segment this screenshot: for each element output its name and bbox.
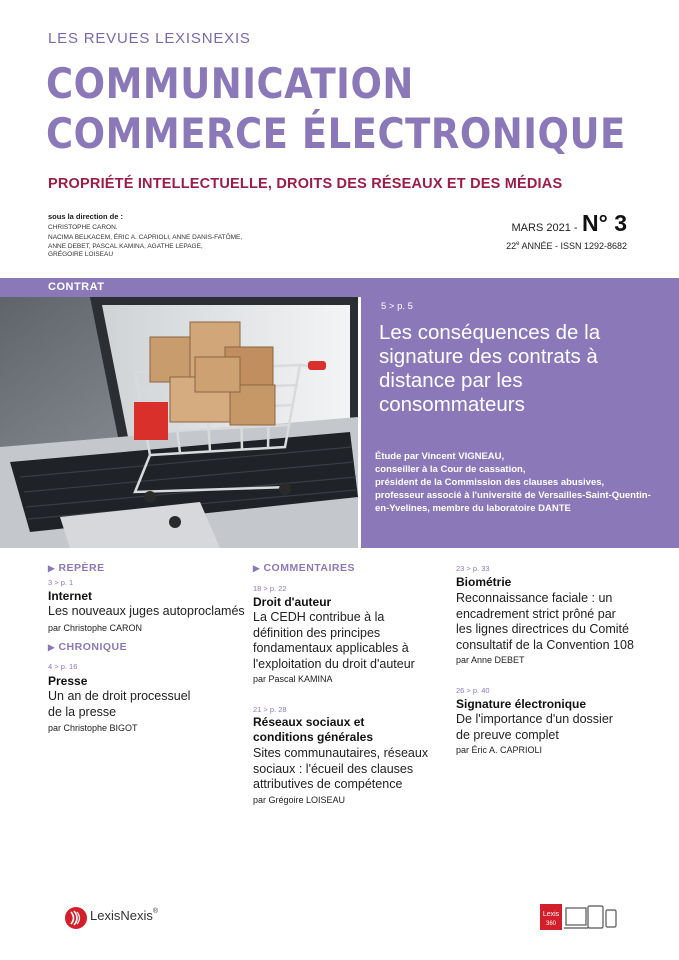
commentaire-1-ref: 18 > p. 22 (253, 584, 287, 593)
journal-title-line-2: COMMERCE ÉLECTRONIQUE (46, 110, 626, 159)
repere-label (48, 562, 105, 574)
issue-year-issn (506, 241, 627, 251)
series-name: LES REVUES LEXISNEXIS (48, 30, 251, 47)
text-line: attributives de compétence (253, 777, 403, 792)
triangle-right-icon: ▶ (48, 563, 56, 573)
publisher-name-text: LexisNexis (90, 908, 153, 923)
commentaire-3-text[interactable] (456, 591, 666, 653)
text-line: Sites communautaires, réseaux (253, 746, 429, 760)
commentaire-3-topic: Biométrie (456, 575, 512, 589)
feature-ref: 5 > p. 5 (381, 301, 413, 312)
author-line: Étude par Vincent VIGNEAU, (375, 451, 505, 462)
triangle-right-icon: ▶ (48, 642, 56, 652)
year-superscript: e (516, 241, 520, 247)
trademark-symbol: ® (152, 908, 159, 915)
text-line: De l'importance d'un dossier (456, 712, 613, 726)
commentaire-2-author: par Grégoire LOISEAU (253, 795, 346, 805)
chronique-topic: Presse (48, 674, 88, 688)
text-line: les lignes directrices du Comité (456, 622, 629, 637)
text-line: fondamentaux applicables à (253, 641, 409, 656)
text-line: consultatif de la Convention 108 (456, 637, 634, 652)
feature-author (375, 450, 665, 515)
author-line: président de la Commission des clauses abusives, (375, 477, 605, 488)
author-line: en-Yvelines, membre du laboratoire DANTE (375, 503, 571, 514)
topic-line: Réseaux sociaux et (253, 715, 365, 729)
badge-line-2: 360 (545, 921, 557, 927)
repere-label-text: REPÈRE (58, 562, 105, 574)
repere-topic: Internet (48, 589, 93, 603)
commentaire-4-text[interactable] (456, 712, 666, 743)
text-line: l'exploitation du droit d'auteur (253, 656, 415, 671)
repere-ref: 3 > p. 1 (48, 578, 74, 587)
publisher-name (90, 908, 158, 923)
commentaires-label-text: COMMENTAIRES (263, 562, 356, 574)
commentaire-1-topic: Droit d'auteur (253, 595, 332, 609)
topic-line: conditions générales (253, 730, 374, 744)
commentaire-3-author: par Anne DEBET (456, 655, 525, 665)
text-line: de preuve complet (456, 727, 559, 742)
issue-number: N° 3 (582, 210, 627, 236)
commentaire-3-ref: 23 > p. 33 (456, 564, 490, 573)
year-number: 22 (506, 241, 517, 251)
commentaire-4-topic: Signature électronique (456, 697, 587, 711)
commentaire-2-ref: 21 > p. 28 (253, 705, 287, 714)
shopping-cart-laptop-image (0, 297, 358, 548)
issue-info (512, 210, 627, 237)
year-issn-text: ANNÉE - ISSN 1292-8682 (519, 241, 627, 251)
direction-line: ANNE DEBET, PASCAL KAMINA, AGATHE LEPAGE, (48, 242, 203, 250)
direction-line: NACIMA BELKACEM, ÉRIC A. CAPRIOLI, ANNE DANIS-FATÔME, (48, 234, 243, 242)
lexis360-badge (540, 902, 632, 937)
feature-title[interactable]: Les conséquences de la signature des contrats à distance par les consommateurs (379, 321, 601, 416)
direction-list (48, 224, 258, 260)
commentaire-1-text[interactable] (253, 610, 448, 672)
issue-date: MARS 2021 - (511, 222, 578, 234)
author-line: conseiller à la Cour de cassation, (375, 464, 526, 475)
text-line: Un an de droit processuel (48, 689, 191, 703)
text-line: de la presse (48, 704, 117, 719)
commentaire-2-topic (253, 715, 373, 745)
commentaire-1-author: par Pascal KAMINA (253, 674, 333, 684)
text-line: La CEDH contribue à la (253, 610, 385, 624)
text-line: définition des principes (253, 625, 381, 640)
badge-line-1: Lexis (542, 911, 560, 918)
author-line: professeur associé à l'université de Versailles-Saint-Quentin- (375, 490, 651, 501)
journal-title-line-1: COMMUNICATION (46, 60, 414, 109)
direction-heading: sous la direction de : (48, 212, 124, 221)
repere-text[interactable]: Les nouveaux juges autoproclamés (48, 604, 245, 618)
chronique-text[interactable] (48, 689, 253, 720)
text-line: sociaux : l'écueil des clauses (253, 761, 414, 776)
devices-icon (564, 906, 616, 928)
chronique-label-text: CHRONIQUE (58, 641, 128, 653)
direction-line: GRÉGOIRE LOISEAU (48, 251, 114, 259)
cover-photo (0, 297, 358, 548)
section-band-label: CONTRAT (48, 281, 105, 293)
chronique-ref: 4 > p. 16 (48, 662, 78, 671)
lexisnexis-logo-icon (64, 906, 88, 935)
text-line: Reconnaissance faciale : un (456, 591, 613, 605)
chronique-label (48, 641, 127, 653)
commentaire-4-ref: 26 > p. 40 (456, 686, 490, 695)
commentaire-2-text[interactable] (253, 746, 448, 793)
repere-author: par Christophe CARON (48, 623, 143, 633)
chronique-author: par Christophe BIGOT (48, 723, 138, 733)
journal-subtitle: PROPRIÉTÉ INTELLECTUELLE, DROITS DES RÉSEAUX ET DES MÉDIAS (48, 176, 563, 192)
commentaire-4-author: par Éric A. CAPRIOLI (456, 745, 543, 755)
triangle-right-icon: ▶ (253, 563, 261, 573)
commentaires-label (253, 562, 355, 574)
direction-line: CHRISTOPHE CARON. (48, 224, 118, 231)
text-line: encadrement strict prôné par (456, 606, 616, 621)
